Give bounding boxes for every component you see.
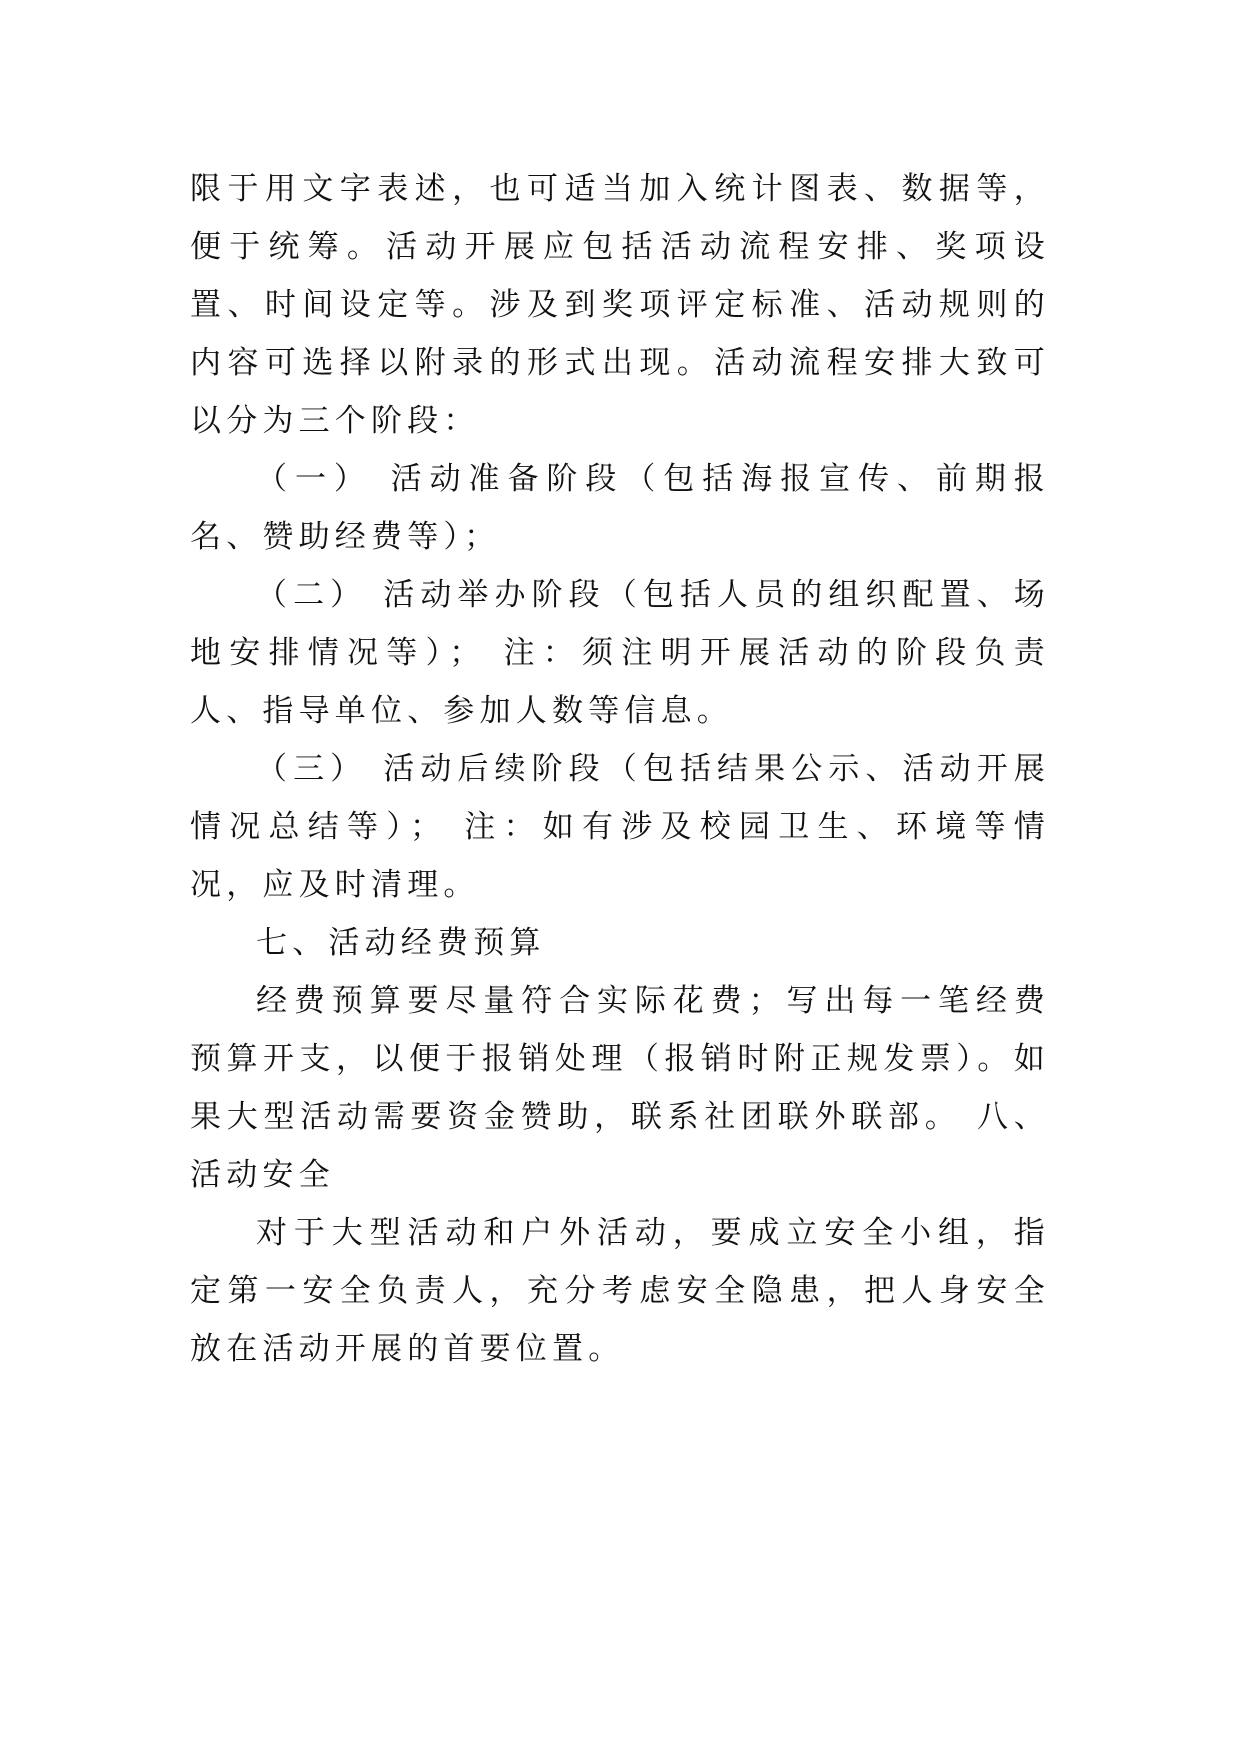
section-heading-budget: 七、活动经费预算 [256, 925, 546, 961]
paragraph-stage-execution: （二） 活动举办阶段（包括人员的组织配置、场地安排情况等）； 注：须注明开展活动的阶段负责人、指导单位、参加人数等信息。 [190, 577, 1050, 729]
document-body [190, 160, 1050, 1378]
paragraph-safety: 对于大型活动和户外活动，要成立安全小组，指定第一安全负责人，充分考虑安全隐患，把人身安全放在活动开展的首要位置。 [190, 1215, 1050, 1367]
paragraph-budget: 经费预算要尽量符合实际花费；写出每一笔经费预算开支，以便于报销处理（报销时附正规发票）。如果大型活动需要资金赞助，联系社团联外联部。 八、活动安全 [190, 983, 1050, 1193]
paragraph-planning-content: 限于用文字表述，也可适当加入统计图表、数据等，便于统筹。活动开展应包括活动流程安排、奖项设置、时间设定等。涉及到奖项评定标准、活动规则的内容可选择以附录的形式出现。活动流程安排大致可以分为三个阶段： [190, 171, 1050, 439]
paragraph-stage-followup: （三） 活动后续阶段（包括结果公示、活动开展情况总结等）； 注：如有涉及校园卫生、环境等情况，应及时清理。 [190, 751, 1050, 903]
paragraph-stage-preparation: （一） 活动准备阶段（包括海报宣传、前期报名、赞助经费等）； [190, 461, 1050, 555]
